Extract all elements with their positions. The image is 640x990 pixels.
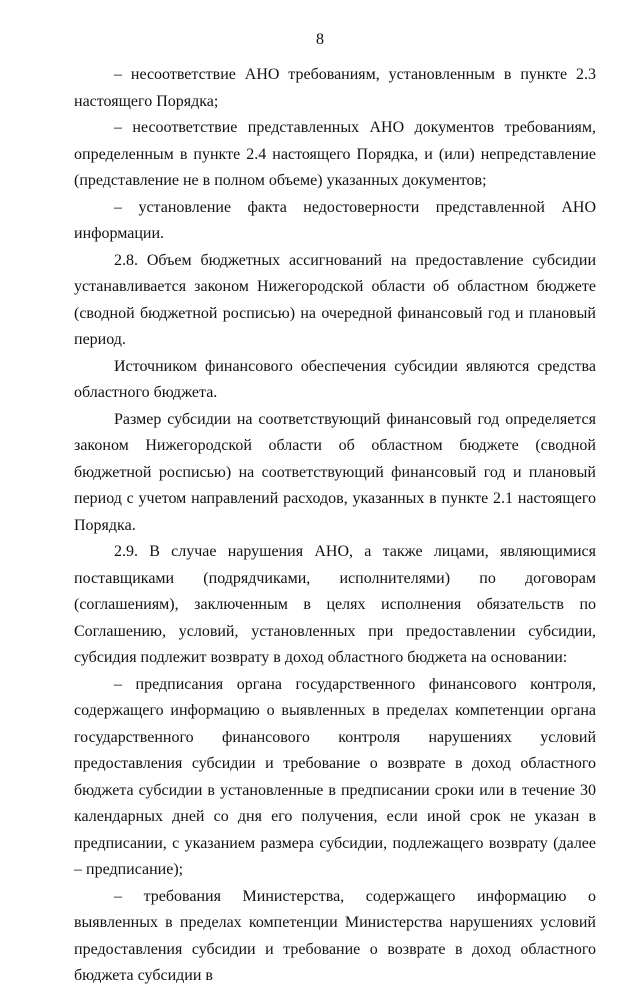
paragraph-2-8-budget-volume: 2.8. Объем бюджетных ассигнований на предоставление субсидии устанавливается законом Нижегородской области об областном бюджете (сводной бюджетной росписью) на очередной финансовый год и плановый период. <box>74 251 596 348</box>
paragraph-funding-source: Источником финансового обеспечения субсидии являются средства областного бюджета. <box>74 357 596 401</box>
paragraph-ministry-demand: – требования Министерства, содержащего информацию о выявленных в пределах компетенции Министерства нарушениях условий предоставления субсидии и требование о возврате в доход областного бюджета субсидии в <box>74 887 596 984</box>
paragraph-mismatch-requirements: – несоответствие АНО требованиям, установленным в пункте 2.3 настоящего Порядка; <box>74 66 596 110</box>
paragraph-control-order: – предписания органа государственного финансового контроля, содержащего информацию о выявленных в пределах компетенции органа государственного финансового контроля нарушениях условий предоставления субсидии и требование о возврате в доход областного бюджета субсидии в установленные в предписании сроки или в течение 30 календарных дней со дня его получения, если иной срок не указан в предписании, с указанием размера субсидии, подлежащего возврату (далее – предписание); <box>74 675 596 878</box>
page-number: 8 <box>316 31 324 48</box>
paragraph-false-information: – установление факта недостоверности представленной АНО информации. <box>74 198 596 242</box>
paragraph-documents-mismatch: – несоответствие представленных АНО документов требованиям, определенным в пункте 2.4 настоящего Порядка, и (или) непредставление (представление не в полном объеме) указанных документов; <box>74 119 596 189</box>
document-body <box>74 62 596 990</box>
paragraph-subsidy-amount: Размер субсидии на соответствующий финансовый год определяется законом Нижегородской области об областном бюджете (сводной бюджетной росписью) на соответствующий финансовый год и плановый период с учетом направлений расходов, указанных в пункте 2.1 настоящего Порядка. <box>74 410 596 534</box>
paragraph-2-9-violations: 2.9. В случае нарушения АНО, а также лицами, являющимися поставщиками (подрядчиками, исполнителями) по договорам (соглашениям), заключенным в целях исполнения обязательств по Соглашению, условий, установленных при предоставлении субсидии, субсидия подлежит возврату в доход областного бюджета на основании: <box>74 543 596 666</box>
